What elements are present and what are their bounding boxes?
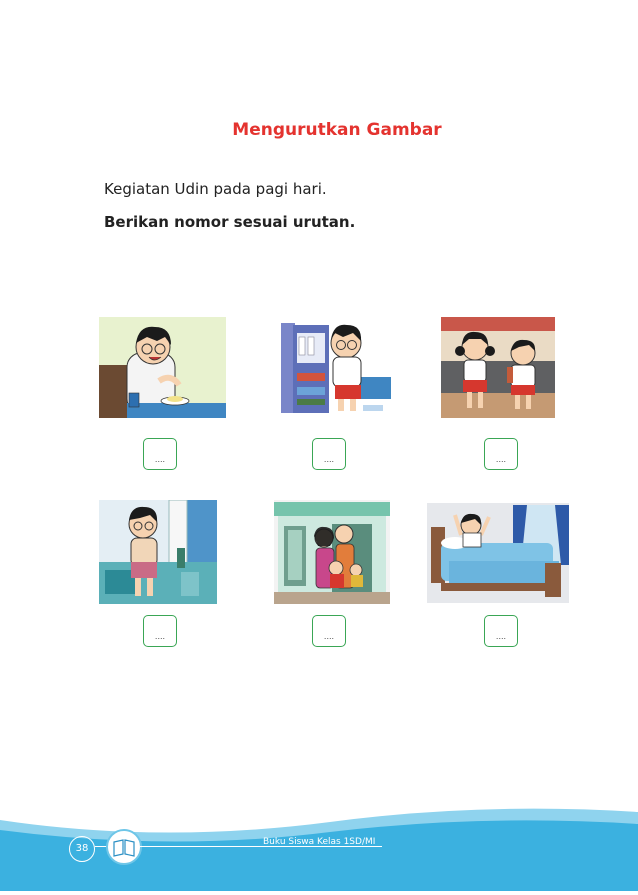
footer-book-title: Buku Siswa Kelas 1SD/MI bbox=[263, 837, 376, 847]
answer-box-4[interactable]: .... bbox=[143, 615, 177, 647]
picture-leaving-house-with-parents bbox=[274, 500, 390, 604]
answer-box-2[interactable]: .... bbox=[312, 438, 346, 470]
instruction-task: Berikan nomor sesuai urutan. bbox=[104, 213, 356, 231]
picture-in-bathroom bbox=[99, 500, 217, 604]
answer-box-5[interactable]: .... bbox=[312, 615, 346, 647]
book-icon bbox=[106, 829, 142, 865]
answer-box-3[interactable]: .... bbox=[484, 438, 518, 470]
picture-walking-to-school bbox=[441, 317, 555, 418]
picture-waking-up-in-bed bbox=[427, 503, 569, 603]
picture-dressing-at-wardrobe bbox=[281, 317, 391, 418]
page-title: Mengurutkan Gambar bbox=[232, 120, 442, 140]
page-number: 38 bbox=[69, 836, 95, 862]
answer-box-6[interactable]: .... bbox=[484, 615, 518, 647]
answer-box-1[interactable]: .... bbox=[143, 438, 177, 470]
instruction-activity: Kegiatan Udin pada pagi hari. bbox=[104, 180, 327, 198]
picture-eating-breakfast bbox=[99, 317, 226, 418]
